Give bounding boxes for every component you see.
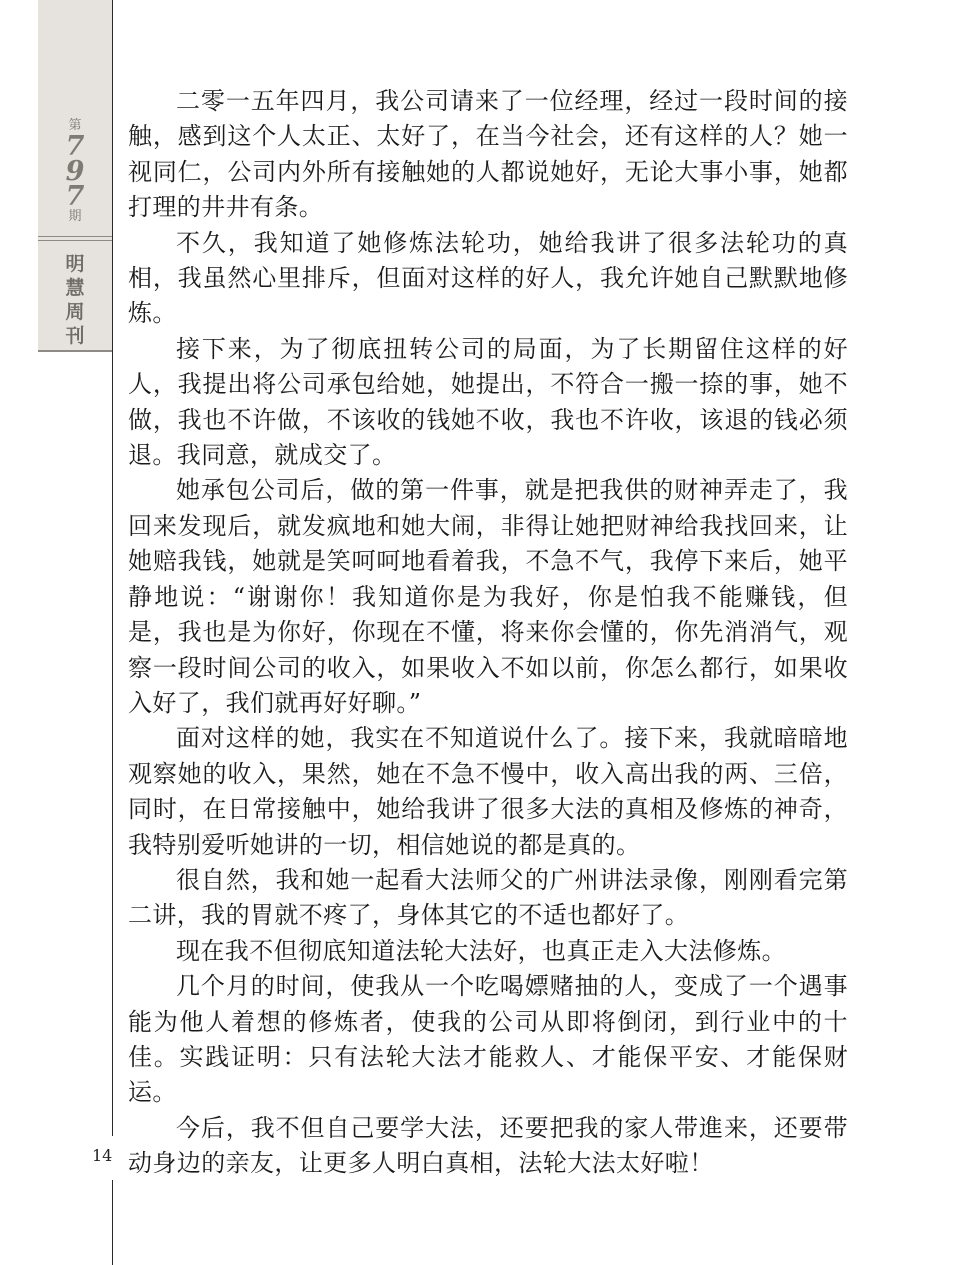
paragraph: 接下来，为了彻底扭转公司的局面，为了长期留住这样的好人，我提出将公司承包给她，她提出，不符合一搬一捺的事，她不做，我也不许做，不该收的钱她不收，我也不许收，该退的钱必须退。我同意，就成交了。 <box>128 334 848 470</box>
publication-char: 周 <box>65 301 85 323</box>
publication-name <box>38 252 112 348</box>
issue-digit: 9 <box>65 156 85 187</box>
publication-char: 明 <box>65 253 85 275</box>
issue-digit: 7 <box>65 131 85 162</box>
sidebar-divider <box>38 236 112 241</box>
publication-char: 慧 <box>65 277 85 299</box>
page-number: 14 <box>92 1146 113 1165</box>
paragraph: 她承包公司后，做的第一件事，就是把我供的财神弄走了，我回来发现后，就发疯地和她大闹，非得让她把财神给我找回来，让她赔我钱，她就是笑呵呵地看着我，不急不气，我停下来后，她平静地说：“谢谢你！我知道你是为我好，你是怕我不能赚钱，但是，我也是为你好，你现在不懂，将来你会懂的，你先消消气，观察一段时间公司的收入，如果收入不如以前，你怎么都行，如果收入好了，我们就再好好聊。” <box>128 476 848 717</box>
article-body <box>128 84 848 1182</box>
issue-digit: 7 <box>65 181 85 212</box>
paragraph: 很自然，我和她一起看大法师父的广州讲法录像，刚刚看完第二讲，我的胃就不疼了，身体其它的不适也都好了。 <box>128 865 848 930</box>
paragraph: 今后，我不但自己要学大法，还要把我的家人带進来，还要带动身边的亲友，让更多人明白真相，法轮大法太好啦！ <box>128 1113 848 1178</box>
issue-number <box>38 118 112 225</box>
sidebar-bottom-rule <box>38 350 112 352</box>
margin-rule <box>112 0 113 1265</box>
paragraph: 面对这样的她，我实在不知道说什么了。接下来，我就暗暗地观察她的收入，果然，她在不急不慢中，收入高出我的两、三倍，同时，在日常接触中，她给我讲了很多大法的真相及修炼的神奇，我特别爱听她讲的一切，相信她说的都是真的。 <box>128 724 848 859</box>
issue-suffix: 期 <box>68 209 82 224</box>
publication-char: 刊 <box>65 325 85 347</box>
paragraph: 现在我不但彻底知道法轮大法好，也真正走入大法修炼。 <box>176 936 786 965</box>
paragraph: 几个月的时间，使我从一个吃喝嫖赌抽的人，变成了一个遇事能为他人着想的修炼者，使我的公司从即将倒闭，到行业中的十佳。实践证明：只有法轮大法才能救人、才能保平安、才能保财运。 <box>128 972 848 1107</box>
paragraph: 不久，我知道了她修炼法轮功，她给我讲了很多法轮功的真相，我虽然心里排斥，但面对这样的好人，我允许她自己默默地修炼。 <box>128 228 848 328</box>
paragraph: 二零一五年四月，我公司请来了一位经理，经过一段时间的接触，感到这个人太正、太好了，在当今社会，还有这样的人？她一视同仁，公司内外所有接触她的人都说她好，无论大事小事，她都打理的井井有条。 <box>128 87 848 222</box>
issue-prefix: 第 <box>68 118 82 133</box>
